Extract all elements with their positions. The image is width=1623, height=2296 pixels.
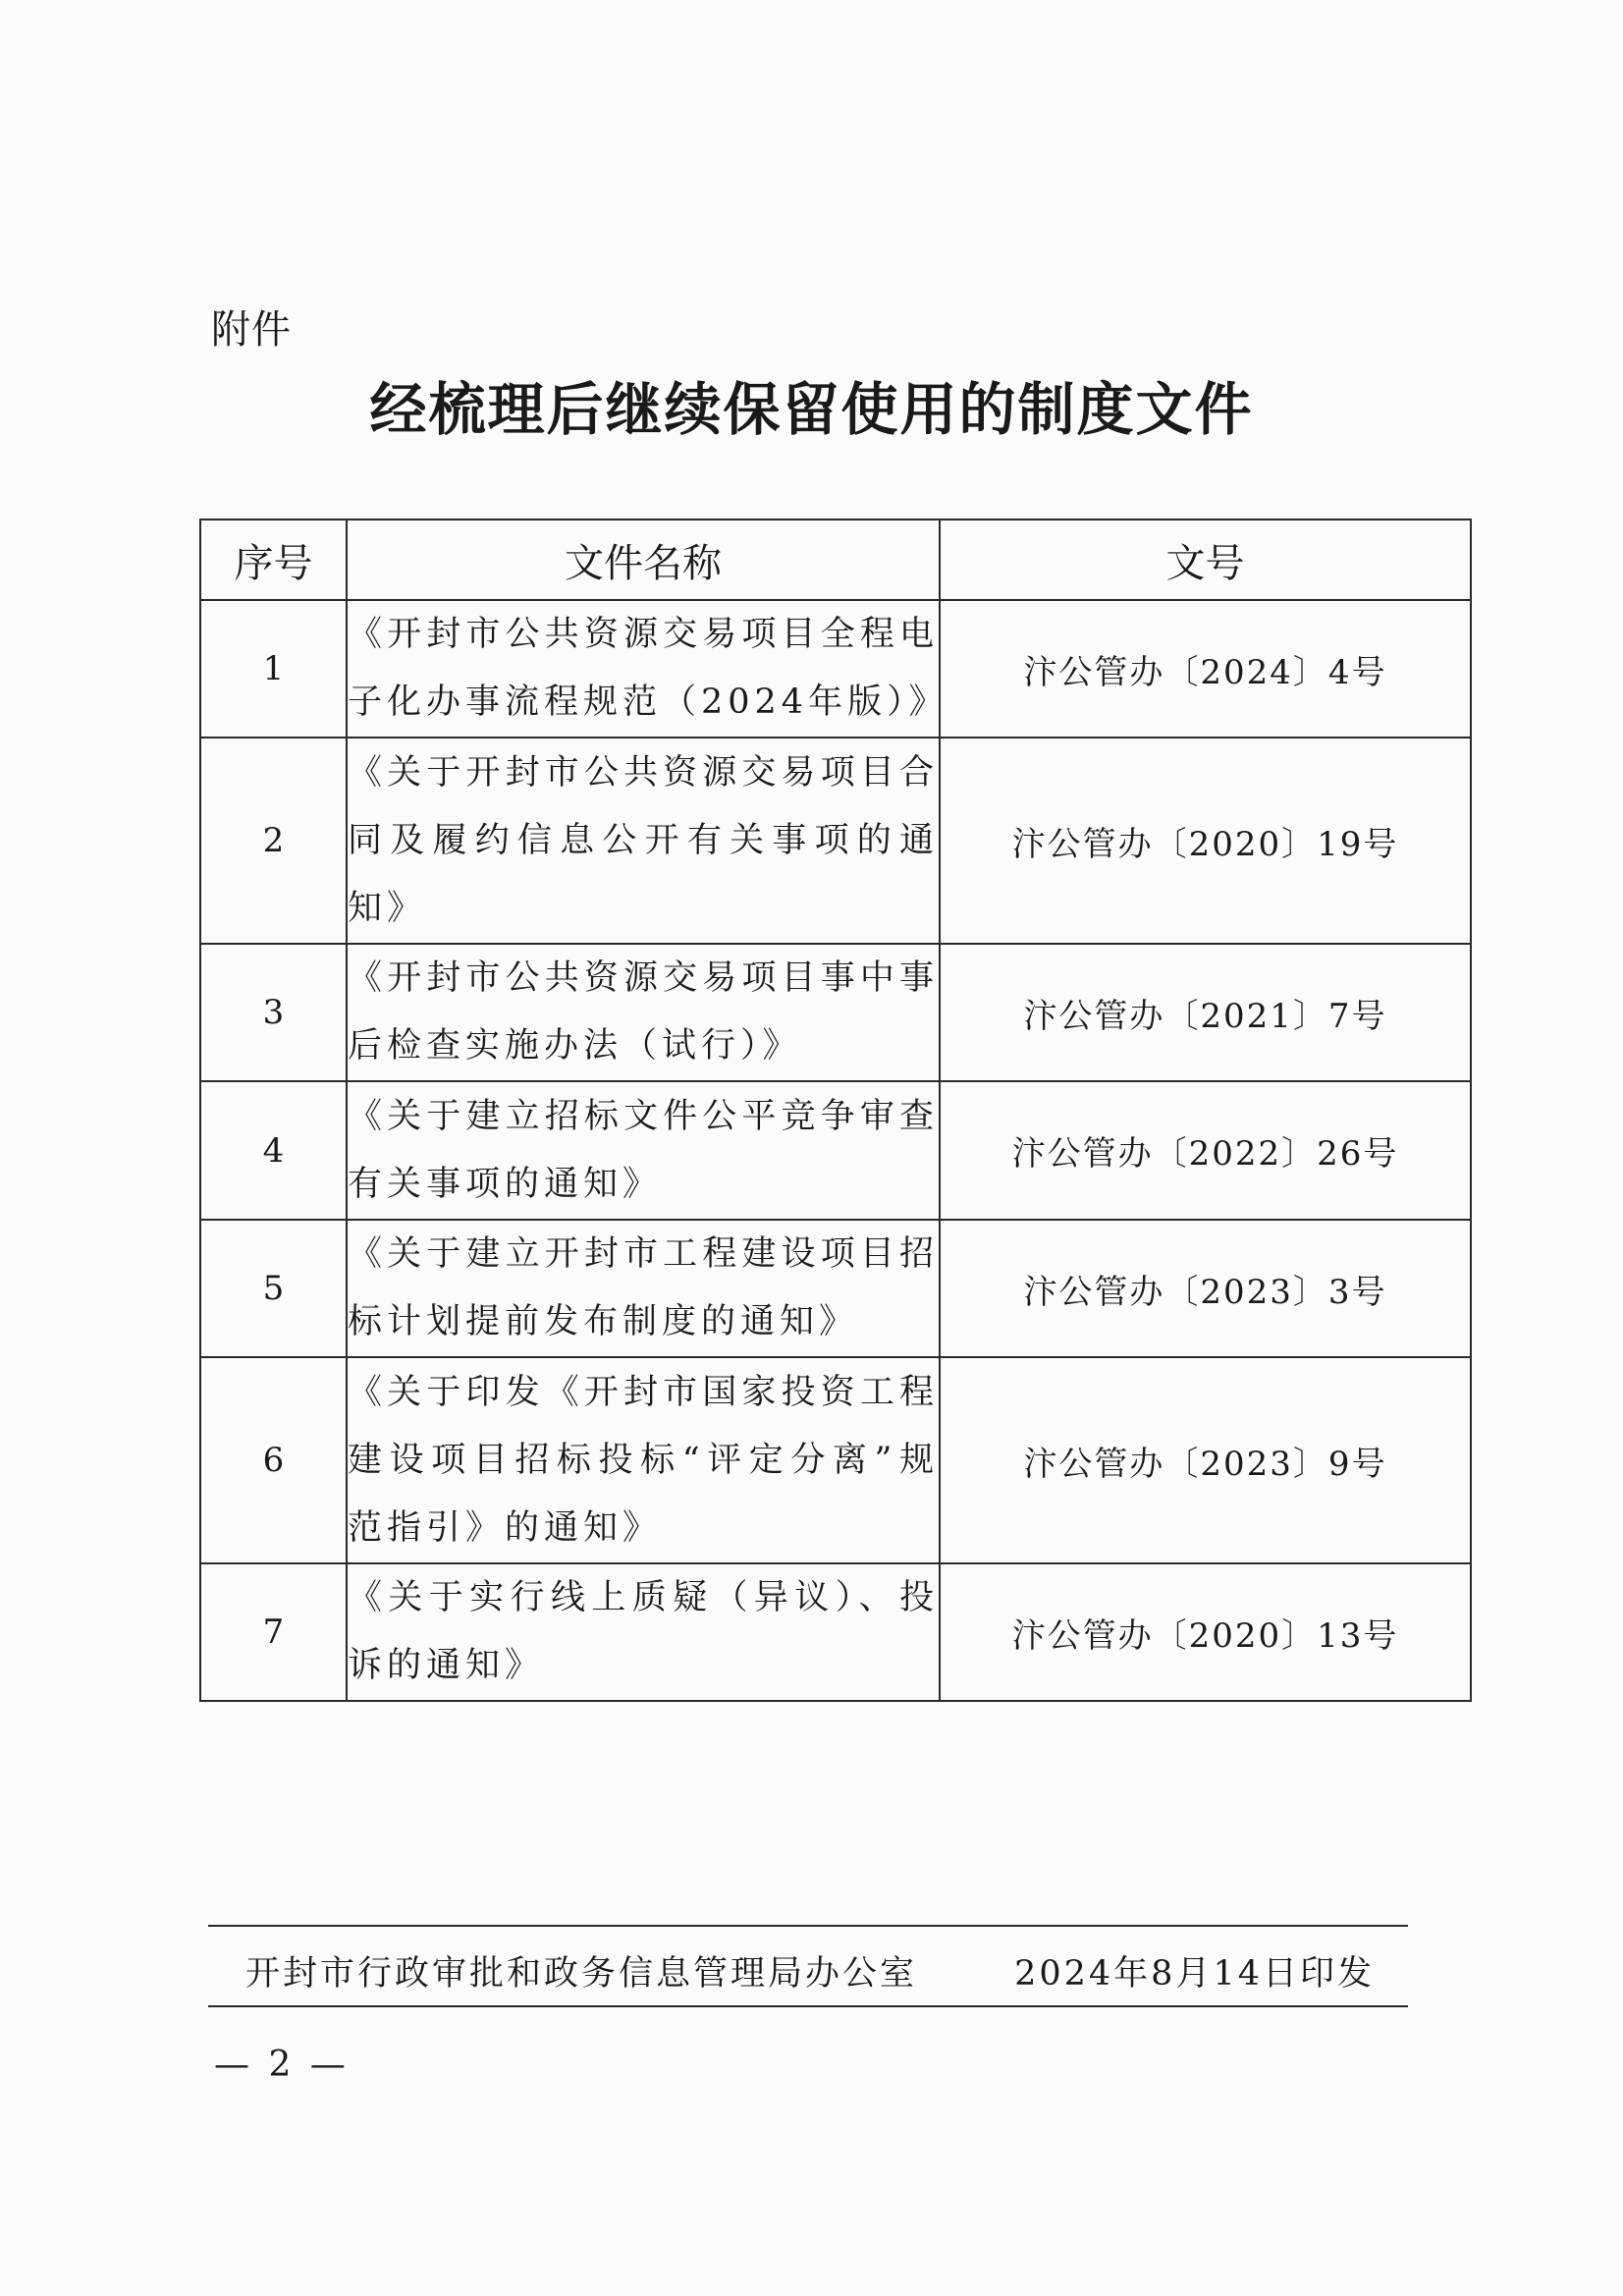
footer-divider-top [208,1925,1408,1927]
row-seq: 2 [200,738,347,944]
attachment-label: 附件 [211,307,292,353]
row-doc-number: 汴公管办〔2023〕3号 [940,1220,1471,1357]
row-file-name: 《关于建立开封市工程建设项目招标计划提前发布制度的通知》 [347,1220,940,1357]
row-seq: 3 [200,944,347,1081]
row-doc-number: 汴公管办〔2024〕4号 [940,600,1471,738]
row-file-name: 《关于印发《开封市国家投资工程建设项目招标投标“评定分离”规范指引》的通知》 [347,1357,940,1563]
issuing-office: 开封市行政审批和政务信息管理局办公室 [245,1954,918,1994]
row-file-name: 《关于实行线上质疑（异议）、投诉的通知》 [347,1563,940,1701]
row-seq: 1 [200,600,347,738]
row-seq: 4 [200,1081,347,1220]
header-file-name: 文件名称 [347,519,940,600]
row-doc-number: 汴公管办〔2022〕26号 [940,1081,1471,1220]
row-file-name: 《关于建立招标文件公平竞争审查有关事项的通知》 [347,1081,940,1220]
footer-divider-bottom [208,2005,1408,2007]
table-row [200,1220,1471,1357]
row-file-name: 《开封市公共资源交易项目全程电子化办事流程规范（2024年版）》 [347,600,940,738]
table-row [200,738,1471,944]
table-row [200,1357,1471,1563]
document-title: 经梳理后继续保留使用的制度文件 [369,376,1254,443]
row-file-name: 《开封市公共资源交易项目事中事后检查实施办法（试行）》 [347,944,940,1081]
row-doc-number: 汴公管办〔2021〕7号 [940,944,1471,1081]
retained-files-table [199,519,1472,1702]
row-seq: 6 [200,1357,347,1563]
row-doc-number: 汴公管办〔2020〕19号 [940,738,1471,944]
table-row [200,1563,1471,1701]
issue-date: 2024年8月14日印发 [1014,1954,1375,1994]
table-row [200,944,1471,1081]
page-number: — 2 — [214,2045,350,2085]
row-seq: 5 [200,1220,347,1357]
table-header-row [200,519,1471,600]
table-row [200,600,1471,738]
header-doc-number: 文号 [940,519,1471,600]
row-seq: 7 [200,1563,347,1701]
header-seq: 序号 [200,519,347,600]
row-doc-number: 汴公管办〔2023〕9号 [940,1357,1471,1563]
row-doc-number: 汴公管办〔2020〕13号 [940,1563,1471,1701]
table-row [200,1081,1471,1220]
row-file-name: 《关于开封市公共资源交易项目合同及履约信息公开有关事项的通知》 [347,738,940,944]
